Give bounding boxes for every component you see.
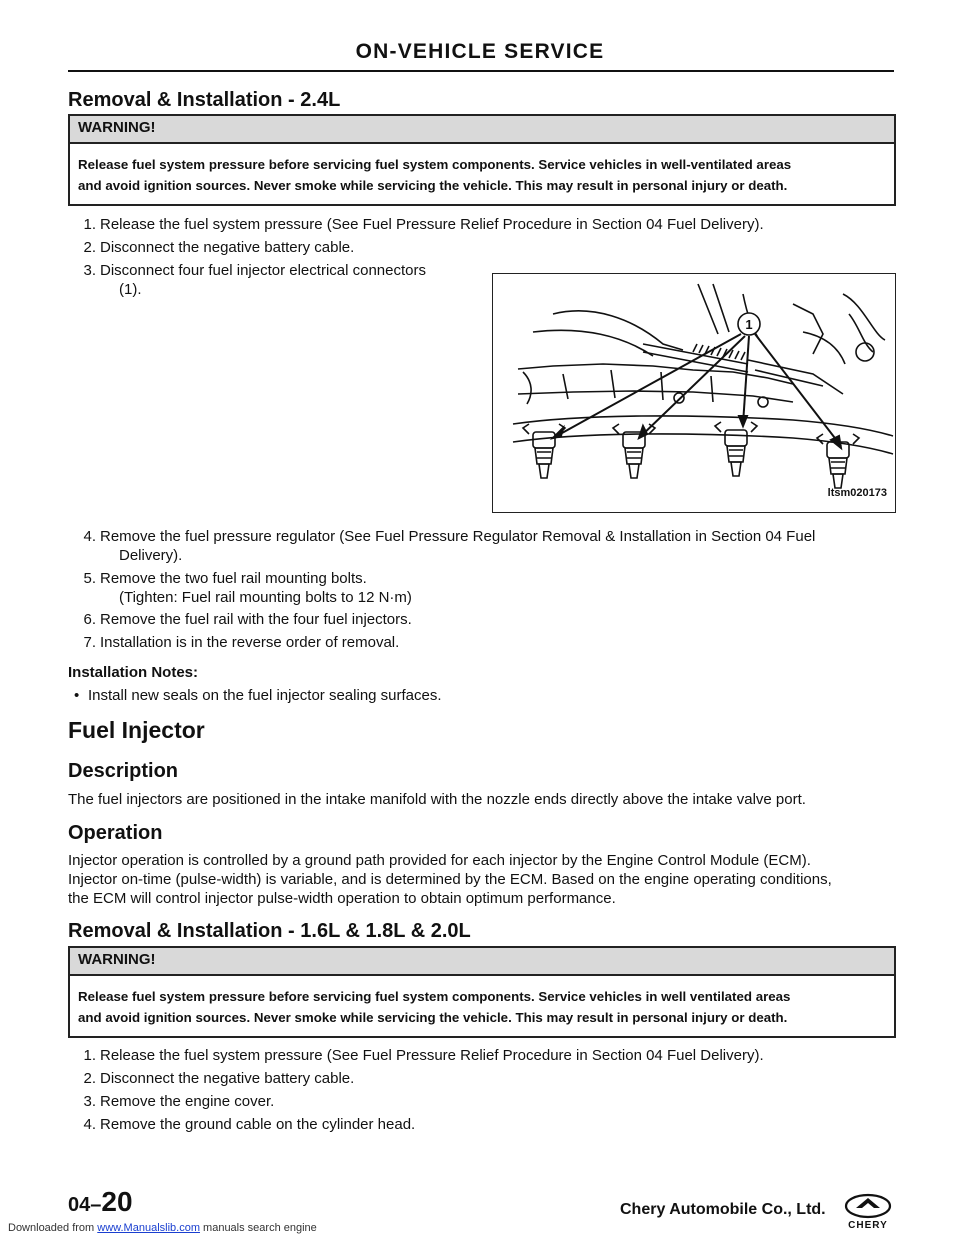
header-divider [68, 70, 894, 72]
chery-logo [838, 1192, 898, 1237]
step-item: 4. Remove the ground cable on the cylinder head. [83, 1116, 416, 1133]
step-item: 3. Disconnect four fuel injector electrical connectors [83, 262, 426, 279]
step-item: 6. Remove the fuel rail with the four fuel injectors. [83, 611, 412, 628]
operation-text: Injector operation is controlled by a ground path provided for each injector by the Engine Control Module (ECM). Injector on-time (pulse-width) is variable, and is determined by the ECM. Based on the engine operating conditions, the ECM will control injector pulse-width operation to obtain optimum performance. [68, 852, 832, 907]
step-continuation: (Tighten: Fuel rail mounting bolts to 12 N·m) [119, 589, 412, 606]
warning-line: Release fuel system pressure before servicing fuel system components. Service vehicles in well ventilated areas [78, 989, 791, 1004]
step-item: 1. Release the fuel system pressure (See Fuel Pressure Relief Procedure in Section 04 Fuel Delivery). [83, 1047, 764, 1064]
warning-text [70, 144, 894, 204]
note-item: • Install new seals on the fuel injector sealing surfaces. [74, 687, 442, 704]
step-continuation: Delivery). [119, 547, 183, 564]
warning-box [68, 946, 896, 1038]
warning-line: Release fuel system pressure before servicing fuel system components. Service vehicles in well-ventilated areas [78, 157, 792, 172]
page-header-title: ON-VEHICLE SERVICE [355, 40, 605, 63]
fuel-injector-title: Fuel Injector [68, 717, 205, 743]
step-item: 4. Remove the fuel pressure regulator (See Fuel Pressure Regulator Removal & Installation in Section 04 Fuel [83, 528, 816, 545]
warning-text [70, 976, 894, 1036]
figure-id: ltsm020173 [827, 487, 887, 499]
step-item: 1. Release the fuel system pressure (See Fuel Pressure Relief Procedure in Section 04 Fuel Delivery). [83, 216, 764, 233]
page-number: 04–20 [68, 1186, 133, 1217]
warning-line: and avoid ignition sources. Never smoke while servicing the vehicle. This may result in personal injury or death. [78, 1010, 788, 1025]
step-item: 2. Disconnect the negative battery cable. [83, 239, 355, 256]
section-title-2-4l: Removal & Installation - 2.4L [68, 89, 341, 111]
warning-label: WARNING! [70, 116, 894, 144]
bullet-icon: • [74, 687, 80, 704]
manualslib-link[interactable]: www.Manualslib.com [97, 1222, 200, 1234]
chery-logo-icon [838, 1192, 898, 1232]
step-item: 7. Installation is in the reverse order of removal. [83, 634, 400, 651]
installation-notes-title: Installation Notes: [68, 664, 199, 681]
company-name: Chery Automobile Co., Ltd. [620, 1201, 826, 1218]
svg-text:CHERY: CHERY [848, 1220, 888, 1231]
warning-box [68, 114, 896, 206]
section-title-1-6l: Removal & Installation - 1.6L & 1.8L & 2.0L [68, 920, 471, 942]
operation-title: Operation [68, 822, 163, 844]
warning-label: WARNING! [70, 948, 894, 976]
step-item: 5. Remove the two fuel rail mounting bolts. [83, 570, 367, 587]
description-text: The fuel injectors are positioned in the intake manifold with the nozzle ends directly above the intake valve port. [68, 791, 806, 808]
callout-number: 1 [745, 317, 753, 332]
engine-illustration [493, 274, 895, 512]
warning-line: and avoid ignition sources. Never smoke while servicing the vehicle. This may result in personal injury or death. [78, 178, 788, 193]
step-continuation: (1). [119, 281, 142, 298]
download-watermark: Downloaded from www.Manualslib.com manuals search engine [8, 1222, 317, 1234]
injector-connectors-figure [492, 273, 896, 513]
description-title: Description [68, 760, 179, 782]
step-item: 2. Disconnect the negative battery cable. [83, 1070, 355, 1087]
step-item: 3. Remove the engine cover. [83, 1093, 275, 1110]
